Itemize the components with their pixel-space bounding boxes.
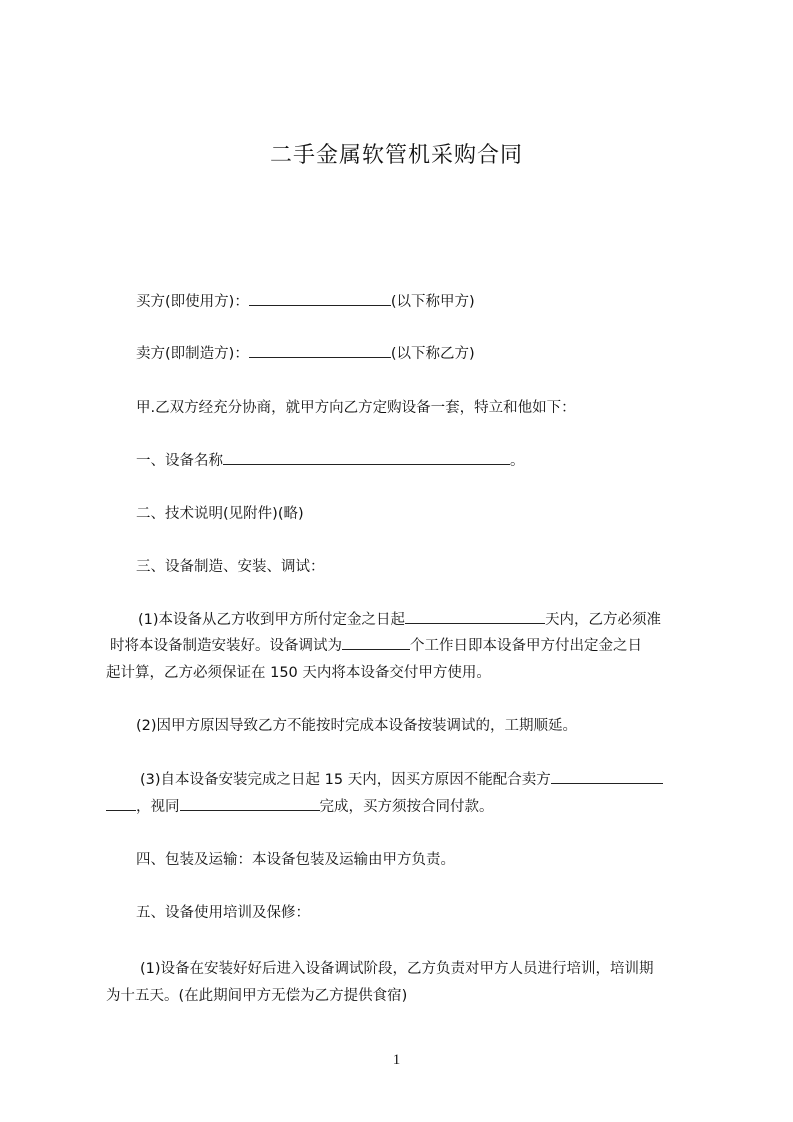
buyer-line	[136, 290, 475, 314]
buyer-label: 买方(即使用方)：	[136, 294, 249, 310]
section-5-heading: 五、设备使用培训及保修：	[136, 905, 310, 921]
seller-suffix: (以下称乙方)	[390, 346, 475, 362]
section-3-item-3-line-1	[140, 768, 663, 792]
section-3-item-1-line-3: 起计算，乙方必须保证在 150 天内将本设备交付甲方使用。	[106, 665, 491, 681]
intro-paragraph: 甲.乙双方经充分协商，就甲方向乙方定购设备一套，特立和他如下：	[136, 400, 576, 416]
s3-item1-l1-suffix: 天内，乙方必须准	[545, 612, 662, 628]
section-3-item-1-line-2	[110, 634, 642, 658]
section-2: 二、技术说明(见附件)(略)	[136, 506, 304, 522]
s3-item1-l2-prefix: 时将本设备制造安装好。设备调试为	[110, 638, 342, 654]
section-1-label: 一、设备名称	[136, 453, 223, 469]
section-3-item-1-line-1	[138, 608, 661, 632]
cooperation-blank-b	[106, 795, 136, 811]
cooperation-blank-a	[551, 768, 663, 784]
section-1-suffix: 。	[510, 453, 525, 469]
buyer-suffix: (以下称甲方)	[390, 294, 475, 310]
s3-item3-l2-suffix: 完成，买方须按合同付款。	[319, 799, 494, 815]
seller-label: 卖方(即制造方)：	[136, 346, 249, 362]
s3-item3-l1-text: (3)自本设备安装完成之日起 15 天内，因买方原因不能配合卖方	[140, 772, 551, 788]
section-3-item-2: (2)因甲方原因导致乙方不能按时完成本设备按装调试的，工期顺延。	[136, 718, 578, 734]
buyer-blank	[249, 290, 391, 306]
section-5-item-1-line-1: (1)设备在安装好好后进入设备调试阶段，乙方负责对甲方人员进行培训，培训期	[140, 961, 654, 977]
debug-days-blank	[342, 634, 410, 650]
seller-blank	[249, 342, 391, 358]
section-1	[136, 449, 525, 473]
seller-line	[136, 342, 475, 366]
deemed-completion-blank	[180, 795, 320, 811]
s3-item1-l2-suffix: 个工作日即本设备甲方付出定金之日	[410, 638, 642, 654]
equipment-name-blank	[223, 449, 510, 465]
section-3-heading: 三、设备制造、安装、调试：	[136, 559, 325, 575]
section-4: 四、包装及运输：本设备包装及运输由甲方负责。	[136, 852, 455, 868]
s3-item1-l1-prefix: (1)本设备从乙方收到甲方所付定金之日起	[138, 612, 406, 628]
delivery-days-blank	[405, 608, 545, 624]
section-5-item-1-line-2: 为十五天。(在此期间甲方无偿为乙方提供食宿)	[106, 988, 408, 1004]
document-title: 二手金属软管机采购合同	[269, 143, 523, 168]
page-number: 1	[392, 1052, 401, 1068]
s3-item3-l2-mid: ，视同	[136, 799, 180, 815]
section-3-item-3-line-2	[106, 795, 494, 819]
